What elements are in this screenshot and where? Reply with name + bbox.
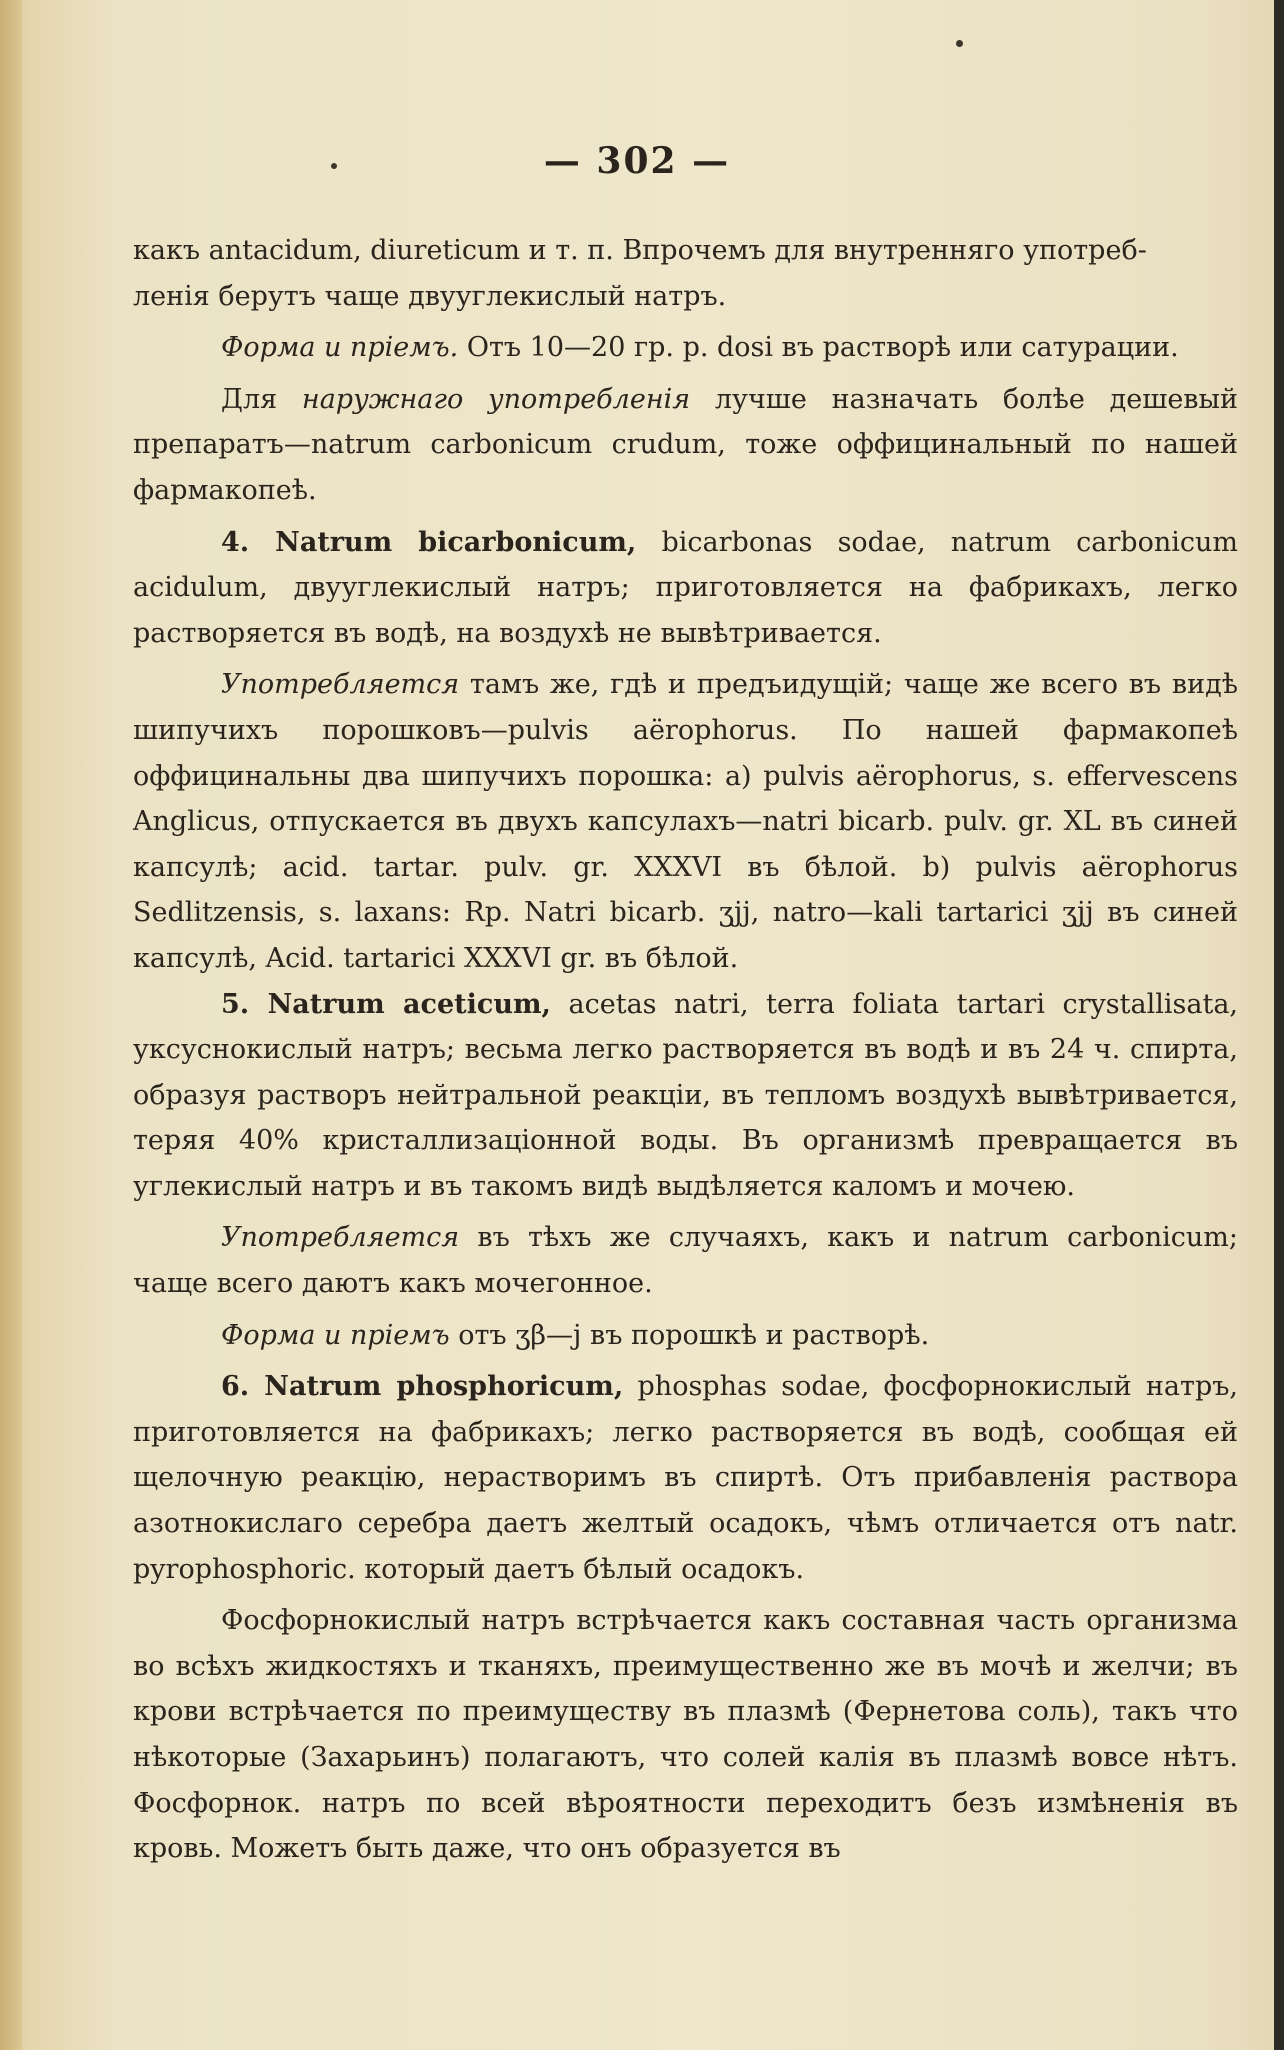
entry-natrum-aceticum: 5. Natrum aceticum, acetas natri, terra foliata tartari crystallisata, уксуснокислый натръ; весьма легко растворяется въ водѣ и въ 24 ч. спирта, образуя растворъ нейтральной реакціи, въ тепломъ воздухѣ вывѣтривается, теряя 40% кристаллизаціонной воды. Въ организмѣ превращается въ углекислый натръ и въ такомъ видѣ выдѣляется каломъ и мочею. <box>133 988 1239 1202</box>
paragraph-dose: Форма и пріемъ. Отъ 10—20 гр. p. dosi въ растворѣ или сатурации. <box>221 332 1179 364</box>
paragraph-dose-aceticum: Форма и пріемъ отъ ʒβ—j въ порошкѣ и растворѣ. <box>221 1319 930 1351</box>
paragraph-usage-bicarbonicum: Употребляется тамъ же, гдѣ и предъидущій; чаще же всего въ видѣ шипучихъ порошковъ—pulvis aërophorus. По нашей фармакопеѣ оффицинальны два шипучихъ порошка: a) pulvis aërophorus, s. effervescens Anglicus, отпускается въ двухъ капсулахъ—natri bicarb. pulv. gr. XL въ синей капсулѣ; acid. tartar. pulv. gr. XXXVI въ бѣлой. b) pulvis aërophorus Sedlitzensis, s. laxans: Rp. Natri bicarb. ʒjj, natro—kali tartarici ʒjj въ синей капсулѣ, Acid. tartarici XXXVI gr. въ бѣлой. <box>133 669 1238 974</box>
entry-natrum-phosphoricum: 6. Natrum phosphoricum, phosphas sodae, фосфорнокислый натръ, приготовляется на фабрикахъ; легко растворяется въ водѣ, сообщая ей щелочную реакцію, нерастворимъ въ спиртѣ. Отъ прибавленія раствора азотнокислаго серебра даетъ желтый осадокъ, чѣмъ отличается отъ natr. pyrophosphoric. который даетъ бѣлый осадокъ. <box>133 1371 1238 1585</box>
paragraph-usage-aceticum: Употребляется въ тѣхъ же случаяхъ, какъ и natrum carbonicum; чаще всего даютъ какъ мочегонное. <box>133 1222 1238 1300</box>
page-body <box>133 228 1238 1872</box>
page-number: — 302 — <box>543 140 731 182</box>
page-edge <box>1274 0 1284 2050</box>
entry-natrum-bicarbonicum: 4. Natrum bicarbonicum, bicarbonas sodae, natrum carbonicum acidulum, двууглекислый натръ; приготовляется на фабрикахъ, легко растворяется въ водѣ, на воздухѣ не вывѣтривается. <box>133 526 1238 649</box>
paragraph-continuation: какъ antacidum, diureticum и т. п. Впрочемъ для внутренняго употреб- ленія берутъ чаще двууглекислый натръ. <box>133 235 1147 312</box>
page-fold-shadow <box>0 0 22 2050</box>
paragraph-phosphate-physiology: Фосфорнокислый натръ встрѣчается какъ составная часть организма во всѣхъ жидкостяхъ и тканяхъ, преимущественно же въ мочѣ и желчи; въ крови встрѣчается по преимуществу въ плазмѣ (Фернетова соль), такъ что нѣкоторые (Захарьинъ) полагаютъ, что солей калія въ плазмѣ вовсе нѣтъ. Фосфорнок. натръ по всей вѣроятности переходитъ безъ измѣненія въ кровь. Можетъ быть даже, что онъ образуется въ <box>133 1605 1238 1865</box>
paragraph-external-use: Для наружнаго употребленія лучше назначать болѣе дешевый препаратъ—natrum carbonicum crudum, тоже оффицинальный по нашей фармакопеѣ. <box>133 383 1238 506</box>
ink-speck <box>956 40 963 47</box>
